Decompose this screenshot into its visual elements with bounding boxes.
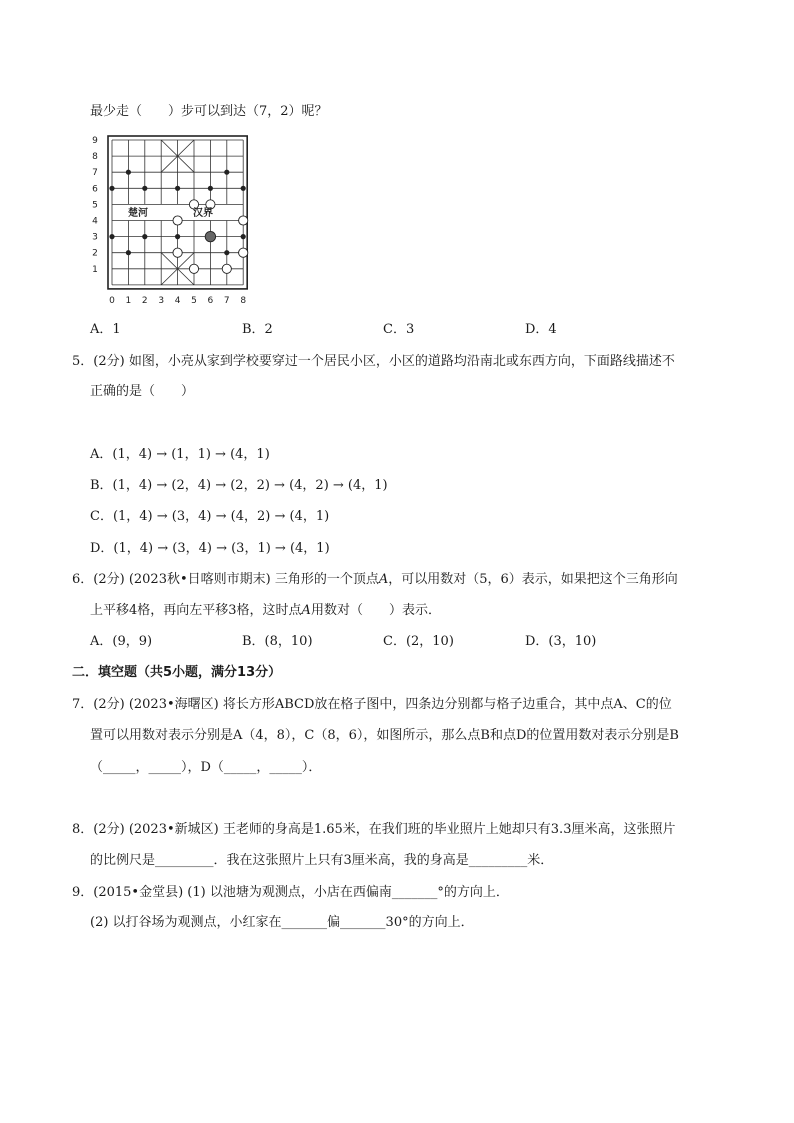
board-dot: [109, 186, 114, 191]
y-axis-label: 7: [92, 168, 98, 179]
chess-piece: [189, 264, 198, 273]
board-axis-labels: [92, 136, 246, 306]
chess-board-figure: [88, 130, 258, 310]
x-axis-label: 5: [191, 295, 197, 306]
x-axis-label: 0: [109, 295, 115, 306]
q5-option-a: A．(1，4) → (1，1) → (4，1): [90, 447, 270, 462]
board-dot: [175, 186, 180, 191]
y-axis-label: 6: [92, 184, 98, 195]
board-dot: [126, 170, 131, 175]
chess-piece: [222, 264, 231, 273]
q4-option-b: B．2: [242, 322, 273, 337]
q9-line-1: 9．(2015•金堂县) (1) 以池塘为观测点，小店在西偏南_______°的方向上．: [72, 885, 509, 900]
river-right-label: 汉界: [193, 208, 213, 219]
q6-line-2-c: 用数对（ ）表示．: [310, 603, 441, 618]
x-axis-label: 2: [141, 295, 148, 306]
x-axis-label: 3: [158, 295, 165, 306]
q6-option-b: B．(8，10): [242, 634, 313, 649]
highlighted-piece: [205, 231, 215, 241]
chess-piece: [239, 248, 248, 257]
q5-option-b: B．(1，4) → (2，4) → (2，2) → (4，2) → (4，1): [90, 478, 388, 493]
board-dot: [224, 250, 229, 255]
q8-line-1: 8．(2分) (2023•新城区) 王老师的身高是1.65米，在我们班的毕业照片上她却只有3.3厘米高，这张照片: [72, 822, 676, 837]
q7-line-1: 7．(2分) (2023•海曙区) 将长方形ABCD放在格子图中，四条边分别都与格子边重合，其中点A、C的位: [72, 697, 672, 712]
q4-option-d: D．4: [525, 322, 557, 337]
x-axis-label: 4: [174, 295, 181, 306]
q6-line-1: [72, 571, 678, 589]
board-dot: [142, 234, 147, 239]
q5-option-c: C．(1，4) → (3，4) → (4，2) → (4，1): [90, 509, 330, 524]
y-axis-label: 9: [92, 136, 98, 146]
x-axis-label: 1: [125, 295, 132, 306]
board-dot: [241, 234, 246, 239]
y-axis-label: 3: [92, 232, 98, 243]
q6-option-a: A．(9，9): [90, 634, 153, 649]
board-dot: [175, 234, 180, 239]
chess-piece: [173, 216, 182, 225]
x-axis-label: 7: [223, 295, 230, 306]
section-2-heading: 二．填空题（共5小题，满分13分）: [72, 665, 282, 680]
q9-line-2: (2) 以打谷场为观测点，小红家在_______偏_______30°的方向上．: [90, 915, 474, 930]
q6-option-c: C．(2，10): [383, 634, 454, 649]
q5-line-1: 5．(2分) 如图，小亮从家到学校要穿过一个居民小区，小区的道路均沿南北或东西方向，下面路线描述不: [72, 354, 675, 369]
y-axis-label: 5: [92, 200, 98, 211]
q6-point-a: A: [378, 572, 389, 587]
q6-point-a-2: A: [301, 603, 311, 618]
board-dot: [224, 170, 229, 175]
board-dot: [109, 234, 114, 239]
q4-tail: 最少走（ ）步可以到达（7，2）呢？: [90, 104, 328, 119]
q4-option-a: A．1: [90, 322, 121, 337]
board-dot: [142, 186, 147, 191]
q5-line-2: 正确的是（ ）: [90, 384, 195, 399]
q8-line-2: 的比例尺是_________．我在这张照片上只有3厘米高，我的身高是_________米．: [90, 853, 554, 868]
q4-option-c: C．3: [383, 322, 415, 337]
y-axis-label: 2: [92, 248, 98, 259]
board-dot: [208, 186, 213, 191]
q7-line-2: 置可以用数对表示分别是A（4，8），C（8，6），如图所示，那么点B和点D的位置用数对表示分别是B: [90, 728, 679, 743]
board-dot: [241, 186, 246, 191]
q6-line-2-a: 上平移4格，再向左平移3格，这时点: [90, 603, 302, 618]
x-axis-label: 8: [240, 295, 247, 306]
q6-option-d: D．(3，10): [525, 634, 597, 649]
x-axis-label: 6: [207, 295, 214, 306]
q6-line-1-c: ，可以用数对（5，6）表示，如果把这个三角形向: [388, 572, 678, 587]
board-dot: [126, 250, 131, 255]
y-axis-label: 4: [92, 216, 98, 227]
q6-line-1-a: 6．(2分) (2023秋•日喀则市期末) 三角形的一个顶点: [72, 572, 379, 587]
chess-piece: [173, 248, 182, 257]
chess-piece: [239, 216, 248, 225]
y-axis-label: 1: [92, 264, 98, 275]
q6-line-2: [90, 602, 441, 620]
q5-option-d: D．(1，4) → (3，4) → (3，1) → (4，1): [90, 541, 330, 556]
q7-line-3: （_____，_____），D（_____，_____）．: [90, 760, 322, 775]
y-axis-label: 8: [92, 152, 98, 163]
river-left-label: 楚河: [128, 208, 148, 219]
